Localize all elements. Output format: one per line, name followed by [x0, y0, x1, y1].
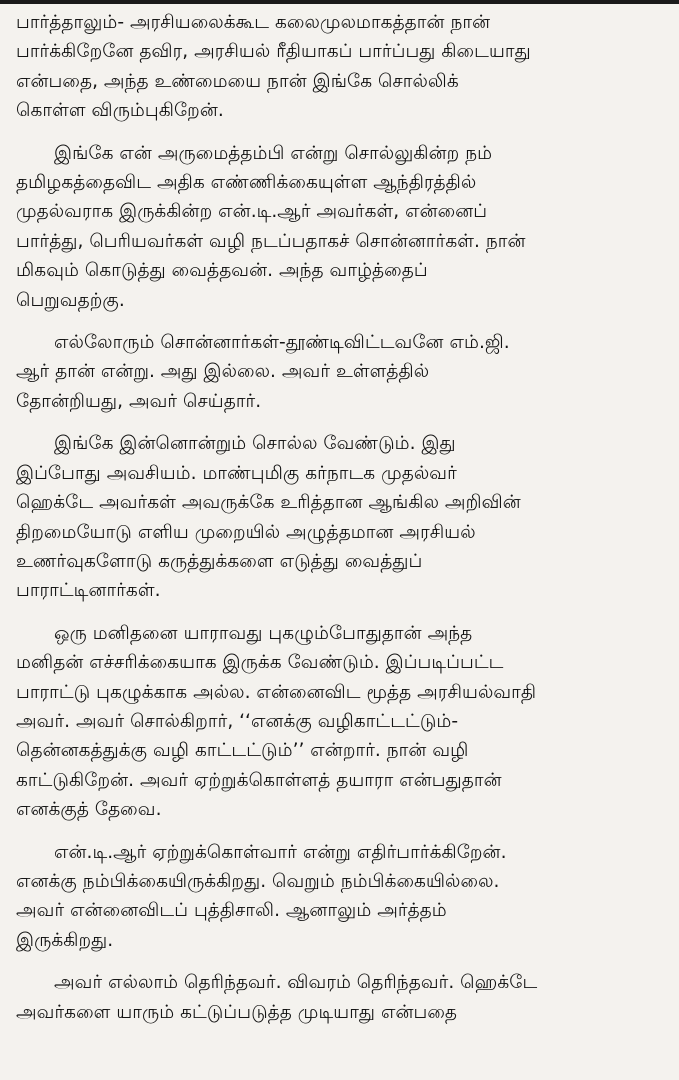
text-line: எல்லோரும் சொன்னார்கள்-தூண்டிவிட்டவனே எம்.ஜி.: [54, 332, 510, 354]
text-line: எனக்குத் தேவை.: [16, 799, 162, 821]
paragraph-5: [16, 619, 668, 825]
paragraph-1: [16, 8, 668, 126]
text-line: தமிழகத்தைவிட அதிக எண்ணிக்கையுள்ள ஆந்திரத்தில்: [16, 172, 477, 194]
text-line: உணர்வுகளோடு கருத்துக்களை எடுத்து வைத்துப்: [16, 550, 423, 572]
text-line: அவர். அவர் சொல்கிறார், ‘‘எனக்கு வழிகாட்டட்டும்-: [16, 710, 459, 732]
text-line: என்பதை, அந்த உண்மையை நான் இங்கே சொல்லிக்: [16, 70, 459, 92]
text-line: மிகவும் கொடுத்து வைத்தவன். அந்த வாழ்த்தைப்: [16, 260, 428, 282]
paragraph-4: [16, 429, 668, 605]
text-line: அவர்களை யாரும் கட்டுப்படுத்த முடியாது என்பதை: [16, 1001, 458, 1023]
text-line: பெறுவதற்கு.: [16, 289, 125, 311]
paragraph-2: [16, 139, 668, 315]
text-line: ஒரு மனிதனை யாராவது புகழும்போதுதான் அந்த: [54, 622, 473, 644]
text-line: முதல்வராக இருக்கின்ற என்.டி.ஆர் அவர்கள், என்னைப்: [16, 201, 488, 223]
text-line: இருக்கிறது.: [16, 929, 114, 951]
text-line: திறமையோடு எளிய முறையில் அழுத்தமான அரசியல்: [16, 521, 476, 543]
paragraph-3: [16, 328, 668, 416]
book-page: [16, 8, 668, 1040]
text-line: என்.டி.ஆர் ஏற்றுக்கொள்வார் என்று எதிர்பார்க்கிறேன்.: [54, 841, 507, 863]
text-line: பார்த்தாலும்- அரசியலைக்கூட கலைமுலமாகத்தான் நான்: [16, 12, 491, 33]
top-rule: [0, 0, 679, 4]
text-line: பார்க்கிறேனே தவிர, அரசியல் ரீதியாகப் பார்ப்பது கிடையாது: [16, 41, 531, 63]
text-line: தென்னகத்துக்கு வழி காட்டட்டும்’’ என்றார். நான் வழி: [16, 740, 469, 762]
text-line: ஹெக்டே அவர்கள் அவருக்கே உரித்தான ஆங்கில அறிவின்: [16, 492, 521, 514]
paragraph-7: [16, 968, 668, 1027]
text-line: இப்போது அவசியம். மாண்புமிகு கர்நாடக முதல்வர்: [16, 462, 457, 484]
text-line: பாராட்டினார்கள்.: [16, 580, 161, 602]
text-line: தோன்றியது, அவர் செய்தார்.: [16, 390, 262, 412]
paragraph-6: [16, 838, 668, 956]
text-line: இங்கே என் அருமைத்தம்பி என்று சொல்லுகின்ற நம்: [54, 142, 493, 164]
text-line: ஆர் தான் என்று. அது இல்லை. அவர் உள்ளத்தில்: [16, 361, 430, 383]
text-line: இங்கே இன்னொன்றும் சொல்ல வேண்டும். இது: [54, 433, 456, 455]
text-line: காட்டுகிறேன். அவர் ஏற்றுக்கொள்ளத் தயாரா என்பதுதான்: [16, 769, 502, 791]
text-line: பார்த்து, பெரியவர்கள் வழி நடப்பதாகச் சொன்னார்கள். நான்: [16, 230, 526, 252]
text-line: எனக்கு நம்பிக்கையிருக்கிறது. வெறும் நம்பிக்கையில்லை.: [16, 870, 500, 892]
text-line: மனிதன் எச்சரிக்கையாக இருக்க வேண்டும். இப்படிப்பட்ட: [16, 652, 504, 674]
text-line: பாராட்டு புகழுக்காக அல்ல. என்னைவிட மூத்த அரசியல்வாதி: [16, 681, 537, 703]
text-line: அவர் எல்லாம் தெரிந்தவர். விவரம் தெரிந்தவர். ஹெக்டே: [54, 972, 538, 994]
text-line: கொள்ள விரும்புகிறேன்.: [16, 100, 224, 122]
text-line: அவர் என்னைவிடப் புத்திசாலி. ஆனாலும் அர்த்தம்: [16, 900, 447, 922]
